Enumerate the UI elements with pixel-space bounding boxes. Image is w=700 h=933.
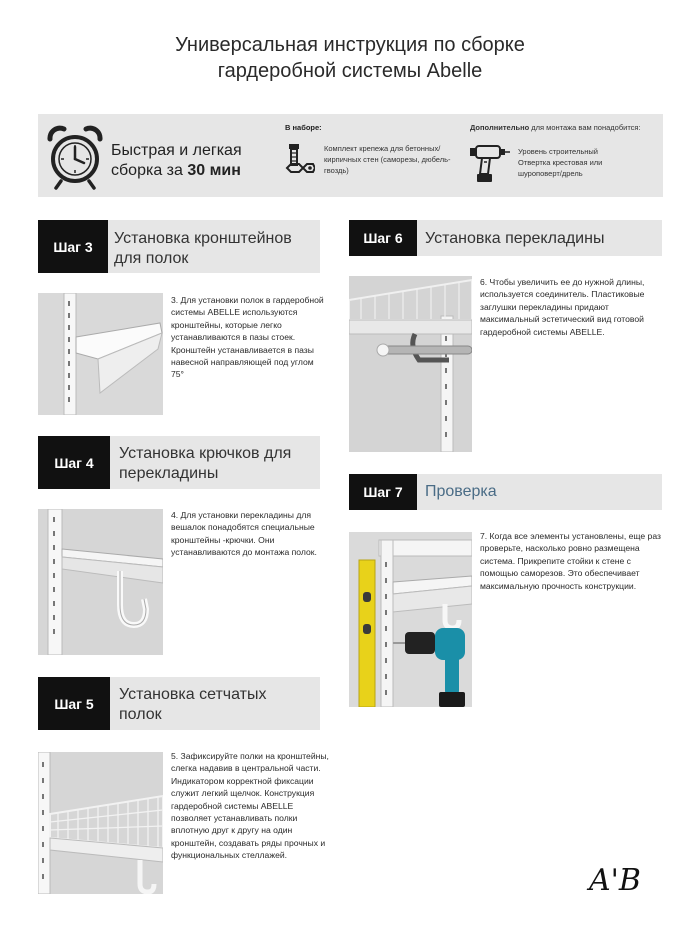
step4-badge: Шаг 4 [38,436,110,489]
step3-photo [38,293,163,415]
step4-title: Установка крючков для перекладины [119,445,292,482]
brand-logo-text: A'B [589,863,641,898]
fast-assembly-text [111,141,242,181]
step6-badge: Шаг 6 [349,220,417,256]
extra-tools-text [518,146,663,179]
fast-assembly-line2 [111,161,242,181]
page-title-line1: Универсальная инструкция по сборке [175,34,525,56]
step4-description: 4. Для установки перекладины для вешалок понадобятся специальные кронштейны -крючки. Они устанавливаются до монтажа полок. [171,510,317,558]
extra-tool-level: Уровень строительный [518,147,598,156]
extra-tool-drill: шуроповерт/дрель [518,169,583,178]
bolt-nut-icon [283,142,315,178]
kit-heading: В наборе: [285,123,322,132]
step3-badge: Шаг 3 [38,220,108,273]
step5-description: 5. Зафиксируйте полки на кронштейны, слегка надавив в центральной части. Индикатором корректной фиксации служит легкий щелчок. Конструкция гардеробной системы ABELLE позволяет устанавливать полки вплотную друг к другу на один кронштейн, создавать ряды прочных и функциональных стеллажей. [171,751,329,861]
kit-text: Комплект крепежа для бетонных/кирпичных стен (саморезы, дюбель-гвоздь) [324,144,451,175]
brand-logo [585,858,665,898]
extra-tools-heading-bold: Дополнительно [470,123,530,132]
step3-description: 3. Для установки полок в гардеробной системы ABELLE используются кронштейны, которые легко устанавливаются в пазы стоек. Кронштейн устанавливается в пазы навесной направляющей под углом 75° [171,295,324,380]
step6-photo [349,276,472,452]
step6-title: Установка перекладины [425,230,605,247]
drill-icon [468,140,510,184]
step7-photo [349,532,472,707]
step5-photo [38,752,163,894]
extra-tool-screwdriver: Отвертка крестовая или [518,158,603,167]
fast-assembly-line2-pre: сборка за [111,162,188,179]
step3-title: Установка кронштейнов для полок [114,230,292,267]
step7-title: Проверка [425,483,497,500]
fast-assembly-time: 30 мин [187,162,241,179]
page-title-line2: гардеробной системы Abelle [217,60,483,82]
page-title [0,32,700,84]
extra-tools-heading-rest: для монтажа вам понадобится: [529,123,641,132]
step4-photo [38,509,163,655]
step5-badge: Шаг 5 [38,677,110,730]
alarm-clock-icon [44,121,106,191]
step5-title: Установка сетчатых полок [119,686,267,723]
step7-description: 7. Когда все элементы установлены, еще раз проверьте, насколько ровно размещена система. Прикрепите стойки к стене с помощью саморезов. Это обеспечивает максимальную прочность конструкции. [480,531,661,591]
step6-description: 6. Чтобы увеличить ее до нужной длины, используется соединитель. Пластиковые заглушки перекладины придают максимальный эстетический вид готовой гардеробной системы ABELLE. [480,277,645,337]
step7-badge: Шаг 7 [349,474,417,510]
fast-assembly-line1: Быстрая и легкая [111,142,242,159]
extra-tools-heading [470,123,641,132]
